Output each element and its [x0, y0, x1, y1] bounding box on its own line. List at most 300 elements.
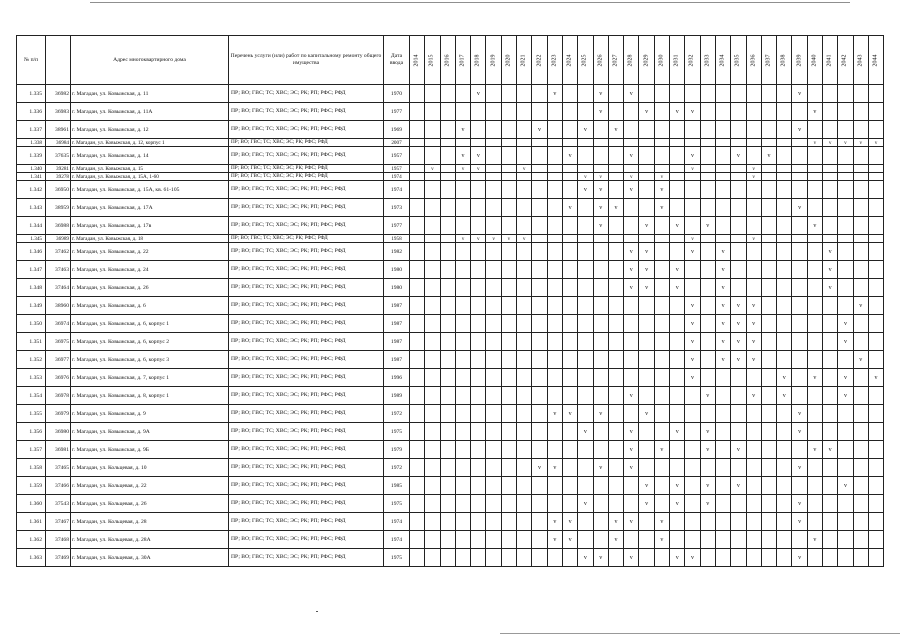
check-mark: v	[624, 261, 639, 279]
year-cell	[746, 495, 761, 513]
year-cell	[807, 297, 822, 315]
year-cell	[700, 243, 715, 261]
year-cell	[868, 387, 883, 405]
year-cell	[517, 121, 532, 139]
year-cell	[700, 235, 715, 243]
year-cell	[746, 243, 761, 261]
year-cell	[792, 531, 807, 549]
row-year-built: 1957	[384, 147, 410, 165]
check-mark: v	[685, 369, 700, 387]
year-cell	[624, 333, 639, 351]
year-cell	[486, 369, 501, 387]
year-cell	[731, 531, 746, 549]
year-cell	[700, 315, 715, 333]
year-cell	[455, 423, 470, 441]
year-cell	[700, 261, 715, 279]
year-cell	[410, 139, 425, 147]
year-cell	[624, 165, 639, 173]
header-year-label: 2033	[704, 54, 711, 66]
year-cell	[578, 351, 593, 369]
year-cell	[761, 235, 776, 243]
year-cell	[410, 405, 425, 423]
year-cell	[777, 297, 792, 315]
check-mark: v	[654, 441, 669, 459]
year-cell	[532, 477, 547, 495]
year-cell	[471, 495, 486, 513]
header-year	[700, 36, 715, 85]
year-cell	[700, 139, 715, 147]
year-cell	[777, 181, 792, 199]
year-cell	[532, 495, 547, 513]
year-cell	[547, 297, 562, 315]
row-number: 1.349	[17, 297, 46, 315]
header-year-label: 2026	[597, 54, 604, 66]
year-cell	[761, 387, 776, 405]
year-cell	[608, 459, 623, 477]
year-cell	[471, 243, 486, 261]
header-year-label: 2019	[490, 54, 497, 66]
year-cell	[868, 333, 883, 351]
year-cell	[578, 459, 593, 477]
header-year	[486, 36, 501, 85]
check-mark: v	[578, 423, 593, 441]
check-mark: v	[624, 459, 639, 477]
row-address: г. Магадан, ул. Ковыжская, д. 6	[71, 297, 229, 315]
year-cell	[761, 495, 776, 513]
year-cell	[853, 121, 868, 139]
year-cell	[624, 315, 639, 333]
year-cell	[593, 513, 608, 531]
year-cell	[853, 103, 868, 121]
year-cell	[639, 387, 654, 405]
year-cell	[700, 531, 715, 549]
check-mark: v	[731, 351, 746, 369]
year-cell	[654, 477, 669, 495]
year-cell	[562, 315, 577, 333]
row-house-id: 37635	[46, 147, 71, 165]
year-cell	[532, 173, 547, 181]
check-mark: v	[731, 147, 746, 165]
year-cell	[654, 261, 669, 279]
check-mark: v	[547, 531, 562, 549]
table-row	[17, 181, 884, 199]
check-mark: v	[562, 405, 577, 423]
year-cell	[715, 103, 730, 121]
row-services: ПР; ВО; ГВС; ТС; ХВС; ЭС; РК; РП; РФС; РФД	[229, 333, 384, 351]
check-mark: v	[715, 297, 730, 315]
year-cell	[410, 147, 425, 165]
year-cell	[624, 103, 639, 121]
year-cell	[746, 423, 761, 441]
year-cell	[792, 369, 807, 387]
year-cell	[425, 199, 440, 217]
year-cell	[425, 513, 440, 531]
year-cell	[761, 405, 776, 423]
year-cell	[501, 315, 516, 333]
row-address: г. Магадан, ул. Ковыжская, д. 9	[71, 405, 229, 423]
year-cell	[777, 441, 792, 459]
check-mark: v	[670, 477, 685, 495]
year-cell	[608, 139, 623, 147]
row-address: г. Магадан, ул. Ковыжская, д. 15А, кв. 61-105	[71, 181, 229, 199]
year-cell	[578, 165, 593, 173]
check-mark: v	[823, 243, 838, 261]
check-mark: v	[700, 495, 715, 513]
year-cell	[440, 243, 455, 261]
table-row	[17, 441, 884, 459]
row-services: ПР; ВО; ГВС; ТС; ХВС; ЭС; РК; РП; РФС; РФД	[229, 147, 384, 165]
table-row	[17, 199, 884, 217]
year-cell	[532, 181, 547, 199]
year-cell	[807, 199, 822, 217]
year-cell	[715, 147, 730, 165]
check-mark: v	[608, 121, 623, 139]
year-cell	[440, 459, 455, 477]
check-mark: v	[624, 441, 639, 459]
year-cell	[547, 199, 562, 217]
row-house-id: 36982	[46, 85, 71, 103]
year-cell	[746, 199, 761, 217]
year-cell	[440, 217, 455, 235]
year-cell	[685, 495, 700, 513]
year-cell	[608, 477, 623, 495]
year-cell	[777, 351, 792, 369]
year-cell	[807, 333, 822, 351]
year-cell	[471, 513, 486, 531]
year-cell	[700, 121, 715, 139]
row-number: 1.343	[17, 199, 46, 217]
year-cell	[608, 217, 623, 235]
year-cell	[853, 423, 868, 441]
row-number: 1.358	[17, 459, 46, 477]
year-cell	[853, 85, 868, 103]
year-cell	[410, 369, 425, 387]
year-cell	[700, 459, 715, 477]
check-mark: v	[685, 315, 700, 333]
check-mark: v	[593, 549, 608, 567]
year-cell	[608, 423, 623, 441]
year-cell	[517, 217, 532, 235]
year-cell	[761, 477, 776, 495]
year-cell	[700, 173, 715, 181]
check-mark: v	[685, 333, 700, 351]
year-cell	[425, 243, 440, 261]
row-services: ПР; ВО; ГВС; ТС; ХВС; ЭС; РК; РП; РФС; РФД	[229, 217, 384, 235]
check-mark: v	[455, 165, 470, 173]
year-cell	[517, 315, 532, 333]
year-cell	[807, 495, 822, 513]
year-cell	[685, 217, 700, 235]
check-mark: v	[823, 441, 838, 459]
row-number: 1.356	[17, 423, 46, 441]
year-cell	[746, 549, 761, 567]
year-cell	[624, 531, 639, 549]
year-cell	[670, 235, 685, 243]
year-cell	[532, 103, 547, 121]
year-cell	[547, 121, 562, 139]
row-house-id: 36988	[46, 217, 71, 235]
year-cell	[670, 315, 685, 333]
check-mark: v	[715, 315, 730, 333]
year-cell	[823, 351, 838, 369]
year-cell	[425, 405, 440, 423]
year-cell	[532, 235, 547, 243]
row-number: 1.357	[17, 441, 46, 459]
year-cell	[532, 85, 547, 103]
year-cell	[562, 441, 577, 459]
year-cell	[731, 165, 746, 173]
check-mark: v	[807, 139, 822, 147]
year-cell	[578, 217, 593, 235]
check-mark: v	[578, 173, 593, 181]
year-cell	[670, 351, 685, 369]
year-cell	[807, 165, 822, 173]
check-mark: v	[731, 477, 746, 495]
year-cell	[853, 147, 868, 165]
check-mark: v	[517, 235, 532, 243]
year-cell	[838, 279, 853, 297]
year-cell	[868, 405, 883, 423]
year-cell	[608, 351, 623, 369]
year-cell	[823, 181, 838, 199]
year-cell	[731, 103, 746, 121]
year-cell	[486, 495, 501, 513]
year-cell	[471, 549, 486, 567]
year-cell	[517, 279, 532, 297]
year-cell	[517, 369, 532, 387]
header-num: № п/п	[17, 36, 46, 85]
row-house-id: 36950	[46, 181, 71, 199]
table-row	[17, 549, 884, 567]
check-mark: v	[562, 531, 577, 549]
table-row	[17, 369, 884, 387]
year-cell	[761, 351, 776, 369]
year-cell	[547, 173, 562, 181]
header-year-label: 2014	[413, 54, 420, 66]
row-number: 1.339	[17, 147, 46, 165]
year-cell	[608, 181, 623, 199]
check-mark: v	[838, 139, 853, 147]
year-cell	[517, 441, 532, 459]
year-cell	[517, 423, 532, 441]
check-mark: v	[746, 297, 761, 315]
year-cell	[807, 351, 822, 369]
year-cell	[685, 405, 700, 423]
check-mark: v	[624, 513, 639, 531]
year-cell	[853, 181, 868, 199]
check-mark: v	[807, 441, 822, 459]
row-year-built: 1972	[384, 405, 410, 423]
row-house-id: 38960	[46, 297, 71, 315]
header-year	[578, 36, 593, 85]
check-mark: v	[654, 181, 669, 199]
year-cell	[761, 199, 776, 217]
check-mark: v	[624, 181, 639, 199]
year-cell	[761, 441, 776, 459]
year-cell	[746, 531, 761, 549]
year-cell	[608, 333, 623, 351]
year-cell	[700, 549, 715, 567]
year-cell	[639, 235, 654, 243]
check-mark: v	[624, 147, 639, 165]
year-cell	[532, 165, 547, 173]
year-cell	[761, 531, 776, 549]
year-cell	[455, 173, 470, 181]
year-cell	[562, 423, 577, 441]
row-services: ПР; ВО; ГВС; ТС; ХВС; ЭС; РК; РП; РФС; РФД	[229, 315, 384, 333]
year-cell	[547, 279, 562, 297]
year-cell	[624, 405, 639, 423]
check-mark: v	[670, 279, 685, 297]
year-cell	[792, 261, 807, 279]
year-cell	[685, 423, 700, 441]
year-cell	[471, 369, 486, 387]
year-cell	[624, 351, 639, 369]
year-cell	[486, 217, 501, 235]
year-cell	[654, 369, 669, 387]
check-mark: v	[608, 199, 623, 217]
year-cell	[761, 243, 776, 261]
year-cell	[792, 181, 807, 199]
header-year-label: 2018	[474, 54, 481, 66]
year-cell	[685, 173, 700, 181]
header-year	[501, 36, 516, 85]
year-cell	[425, 217, 440, 235]
year-cell	[562, 139, 577, 147]
year-cell	[471, 181, 486, 199]
year-cell	[593, 333, 608, 351]
year-cell	[547, 549, 562, 567]
row-address: г. Магадан, ул. Ковыжская, д. 24	[71, 261, 229, 279]
year-cell	[823, 121, 838, 139]
year-cell	[440, 369, 455, 387]
year-cell	[731, 139, 746, 147]
row-address: г. Магадан, ул. Ковыжская, д. 22	[71, 243, 229, 261]
year-cell	[868, 121, 883, 139]
year-cell	[777, 549, 792, 567]
year-cell	[746, 85, 761, 103]
year-cell	[761, 139, 776, 147]
row-services: ПР; ВО; ГВС; ТС; ХВС; ЭС; РК; РП; РФС; РФД	[229, 279, 384, 297]
check-mark: v	[700, 423, 715, 441]
year-cell	[501, 147, 516, 165]
header-year	[807, 36, 822, 85]
row-year-built: 1969	[384, 121, 410, 139]
year-cell	[807, 423, 822, 441]
year-cell	[425, 103, 440, 121]
year-cell	[425, 441, 440, 459]
year-cell	[731, 495, 746, 513]
row-year-built: 1975	[384, 423, 410, 441]
header-year-label: 2036	[750, 54, 757, 66]
year-cell	[532, 387, 547, 405]
year-cell	[593, 147, 608, 165]
year-cell	[761, 459, 776, 477]
year-cell	[547, 477, 562, 495]
year-cell	[868, 549, 883, 567]
header-year-label: 2030	[658, 54, 665, 66]
year-cell	[761, 549, 776, 567]
year-cell	[670, 297, 685, 315]
year-cell	[440, 315, 455, 333]
header-year	[685, 36, 700, 85]
check-mark: v	[608, 513, 623, 531]
check-mark: v	[868, 369, 883, 387]
check-mark: v	[685, 351, 700, 369]
year-cell	[547, 217, 562, 235]
row-services: ПР; ВО; ГВС; ТС; ХВС; ЭС; РК; РП; РФС; РФД	[229, 85, 384, 103]
header-year	[670, 36, 685, 85]
year-cell	[823, 459, 838, 477]
year-cell	[608, 549, 623, 567]
check-mark: v	[792, 513, 807, 531]
year-cell	[562, 261, 577, 279]
year-cell	[792, 297, 807, 315]
year-cell	[440, 85, 455, 103]
year-cell	[532, 441, 547, 459]
year-cell	[440, 199, 455, 217]
header-year-label: 2034	[719, 54, 726, 66]
header-year-label: 2017	[459, 54, 466, 66]
year-cell	[654, 147, 669, 165]
year-cell	[562, 459, 577, 477]
check-mark: v	[823, 261, 838, 279]
year-cell	[517, 103, 532, 121]
year-cell	[578, 333, 593, 351]
check-mark: v	[562, 513, 577, 531]
year-cell	[425, 549, 440, 567]
table-row	[17, 165, 884, 173]
year-cell	[440, 103, 455, 121]
year-cell	[455, 531, 470, 549]
row-year-built: 1979	[384, 441, 410, 459]
year-cell	[624, 297, 639, 315]
year-cell	[562, 165, 577, 173]
year-cell	[486, 423, 501, 441]
year-cell	[486, 441, 501, 459]
year-cell	[731, 181, 746, 199]
year-cell	[471, 199, 486, 217]
year-cell	[838, 243, 853, 261]
year-cell	[853, 405, 868, 423]
table-row	[17, 333, 884, 351]
year-cell	[562, 103, 577, 121]
year-cell	[410, 513, 425, 531]
year-cell	[517, 147, 532, 165]
header-year-label: 2043	[857, 54, 864, 66]
year-cell	[425, 387, 440, 405]
year-cell	[823, 199, 838, 217]
row-house-id: 37468	[46, 531, 71, 549]
year-cell	[471, 121, 486, 139]
row-house-id: 37466	[46, 477, 71, 495]
header-year	[746, 36, 761, 85]
year-cell	[838, 495, 853, 513]
year-cell	[761, 369, 776, 387]
year-cell	[777, 531, 792, 549]
year-cell	[700, 513, 715, 531]
year-cell	[578, 199, 593, 217]
year-cell	[578, 477, 593, 495]
year-cell	[547, 387, 562, 405]
year-cell	[639, 351, 654, 369]
year-cell	[777, 459, 792, 477]
year-cell	[746, 477, 761, 495]
row-address: г. Магадан, ул. Кольцевая, д. 10	[71, 459, 229, 477]
year-cell	[578, 369, 593, 387]
year-cell	[807, 243, 822, 261]
year-cell	[440, 513, 455, 531]
